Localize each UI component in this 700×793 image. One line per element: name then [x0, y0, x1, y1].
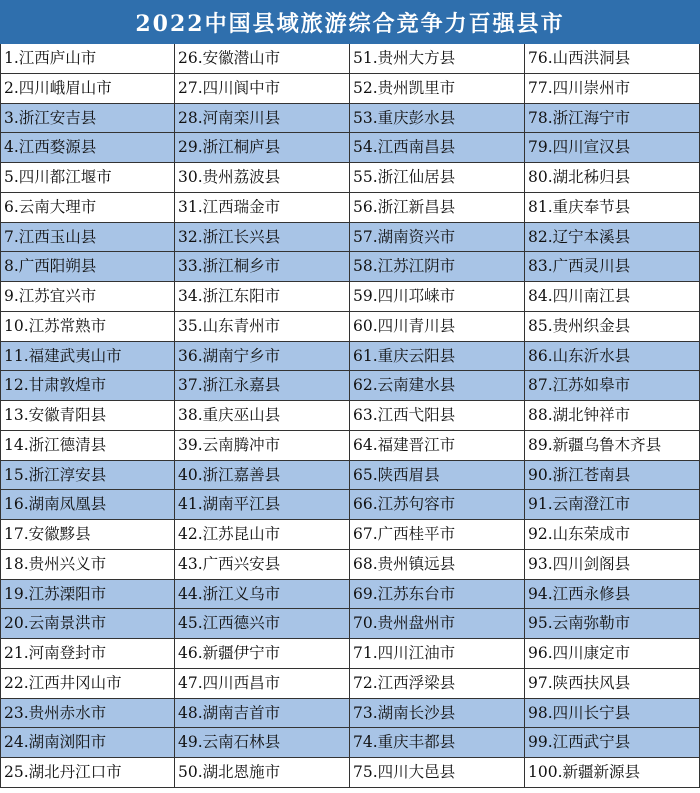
table-column — [525, 44, 700, 788]
table-cell: 80.湖北秭归县 — [525, 163, 700, 193]
table-cell: 92.山东荣成市 — [525, 520, 700, 550]
table-cell: 84.四川南江县 — [525, 282, 700, 312]
table-cell: 51.贵州大方县 — [350, 44, 525, 74]
table-cell: 81.重庆奉节县 — [525, 193, 700, 223]
table-cell: 71.四川江油市 — [350, 639, 525, 669]
table-cell: 93.四川剑阁县 — [525, 550, 700, 580]
table-cell: 79.四川宣汉县 — [525, 133, 700, 163]
table-cell: 56.浙江新昌县 — [350, 193, 525, 223]
table-cell: 17.安徽黟县 — [0, 520, 175, 550]
table-column — [350, 44, 525, 788]
table-cell: 10.江苏常熟市 — [0, 312, 175, 342]
ranking-table — [0, 44, 700, 788]
table-cell: 36.湖南宁乡市 — [175, 342, 350, 372]
table-cell: 94.江西永修县 — [525, 580, 700, 610]
table-cell: 12.甘肃敦煌市 — [0, 371, 175, 401]
table-cell: 87.江苏如皋市 — [525, 371, 700, 401]
table-cell: 14.浙江德清县 — [0, 431, 175, 461]
table-cell: 91.云南澄江市 — [525, 490, 700, 520]
table-cell: 60.四川青川县 — [350, 312, 525, 342]
table-cell: 2.四川峨眉山市 — [0, 74, 175, 104]
table-cell: 63.江西弋阳县 — [350, 401, 525, 431]
table-cell: 50.湖北恩施市 — [175, 758, 350, 788]
table-cell: 55.浙江仙居县 — [350, 163, 525, 193]
table-cell: 4.江西婺源县 — [0, 133, 175, 163]
table-cell: 96.四川康定市 — [525, 639, 700, 669]
table-cell: 73.湖南长沙县 — [350, 699, 525, 729]
table-cell: 9.江苏宜兴市 — [0, 282, 175, 312]
table-cell: 100.新疆新源县 — [525, 758, 700, 788]
table-cell: 89.新疆乌鲁木齐县 — [525, 431, 700, 461]
table-cell: 77.四川崇州市 — [525, 74, 700, 104]
table-cell: 16.湖南凤凰县 — [0, 490, 175, 520]
page-title: 2022中国县域旅游综合竞争力百强县市 — [0, 0, 700, 44]
table-cell: 49.云南石林县 — [175, 728, 350, 758]
table-cell: 33.浙江桐乡市 — [175, 252, 350, 282]
table-cell: 88.湖北钟祥市 — [525, 401, 700, 431]
table-column — [0, 44, 175, 788]
table-cell: 97.陕西扶风县 — [525, 669, 700, 699]
table-cell: 8.广西阳朔县 — [0, 252, 175, 282]
table-cell: 64.福建晋江市 — [350, 431, 525, 461]
table-cell: 34.浙江东阳市 — [175, 282, 350, 312]
table-cell: 37.浙江永嘉县 — [175, 371, 350, 401]
table-cell: 65.陕西眉县 — [350, 461, 525, 491]
table-cell: 39.云南腾冲市 — [175, 431, 350, 461]
table-cell: 5.四川都江堰市 — [0, 163, 175, 193]
table-cell: 57.湖南资兴市 — [350, 223, 525, 253]
table-cell: 67.广西桂平市 — [350, 520, 525, 550]
table-cell: 98.四川长宁县 — [525, 699, 700, 729]
table-cell: 21.河南登封市 — [0, 639, 175, 669]
table-cell: 11.福建武夷山市 — [0, 342, 175, 372]
table-cell: 82.辽宁本溪县 — [525, 223, 700, 253]
table-cell: 61.重庆云阳县 — [350, 342, 525, 372]
table-cell: 62.云南建水县 — [350, 371, 525, 401]
table-cell: 1.江西庐山市 — [0, 44, 175, 74]
table-cell: 6.云南大理市 — [0, 193, 175, 223]
table-cell: 13.安徽青阳县 — [0, 401, 175, 431]
table-cell: 3.浙江安吉县 — [0, 104, 175, 134]
table-cell: 76.山西洪洞县 — [525, 44, 700, 74]
table-cell: 22.江西井冈山市 — [0, 669, 175, 699]
table-cell: 40.浙江嘉善县 — [175, 461, 350, 491]
table-cell: 38.重庆巫山县 — [175, 401, 350, 431]
table-cell: 59.四川邛崃市 — [350, 282, 525, 312]
table-cell: 15.浙江淳安县 — [0, 461, 175, 491]
table-cell: 45.江西德兴市 — [175, 609, 350, 639]
table-cell: 75.四川大邑县 — [350, 758, 525, 788]
table-cell: 25.湖北丹江口市 — [0, 758, 175, 788]
table-cell: 46.新疆伊宁市 — [175, 639, 350, 669]
table-cell: 53.重庆彭水县 — [350, 104, 525, 134]
table-cell: 86.山东沂水县 — [525, 342, 700, 372]
table-cell: 47.四川西昌市 — [175, 669, 350, 699]
table-cell: 31.江西瑞金市 — [175, 193, 350, 223]
table-cell: 78.浙江海宁市 — [525, 104, 700, 134]
table-cell: 19.江苏溧阳市 — [0, 580, 175, 610]
table-cell: 83.广西灵川县 — [525, 252, 700, 282]
table-cell: 95.云南弥勒市 — [525, 609, 700, 639]
table-cell: 28.河南栾川县 — [175, 104, 350, 134]
table-cell: 29.浙江桐庐县 — [175, 133, 350, 163]
table-cell: 41.湖南平江县 — [175, 490, 350, 520]
table-cell: 43.广西兴安县 — [175, 550, 350, 580]
table-cell: 27.四川阆中市 — [175, 74, 350, 104]
table-cell: 54.江西南昌县 — [350, 133, 525, 163]
table-cell: 69.江苏东台市 — [350, 580, 525, 610]
table-cell: 20.云南景洪市 — [0, 609, 175, 639]
table-cell: 26.安徽潜山市 — [175, 44, 350, 74]
table-cell: 7.江西玉山县 — [0, 223, 175, 253]
table-cell: 99.江西武宁县 — [525, 728, 700, 758]
table-cell: 66.江苏句容市 — [350, 490, 525, 520]
table-cell: 42.江苏昆山市 — [175, 520, 350, 550]
table-cell: 23.贵州赤水市 — [0, 699, 175, 729]
table-cell: 52.贵州凯里市 — [350, 74, 525, 104]
table-cell: 72.江西浮梁县 — [350, 669, 525, 699]
table-cell: 90.浙江苍南县 — [525, 461, 700, 491]
table-cell: 85.贵州织金县 — [525, 312, 700, 342]
table-cell: 74.重庆丰都县 — [350, 728, 525, 758]
table-column — [175, 44, 350, 788]
table-cell: 24.湖南浏阳市 — [0, 728, 175, 758]
table-cell: 68.贵州镇远县 — [350, 550, 525, 580]
table-cell: 32.浙江长兴县 — [175, 223, 350, 253]
table-cell: 18.贵州兴义市 — [0, 550, 175, 580]
table-cell: 58.江苏江阴市 — [350, 252, 525, 282]
table-cell: 30.贵州荔波县 — [175, 163, 350, 193]
table-cell: 35.山东青州市 — [175, 312, 350, 342]
table-cell: 48.湖南吉首市 — [175, 699, 350, 729]
table-cell: 44.浙江义乌市 — [175, 580, 350, 610]
table-cell: 70.贵州盘州市 — [350, 609, 525, 639]
